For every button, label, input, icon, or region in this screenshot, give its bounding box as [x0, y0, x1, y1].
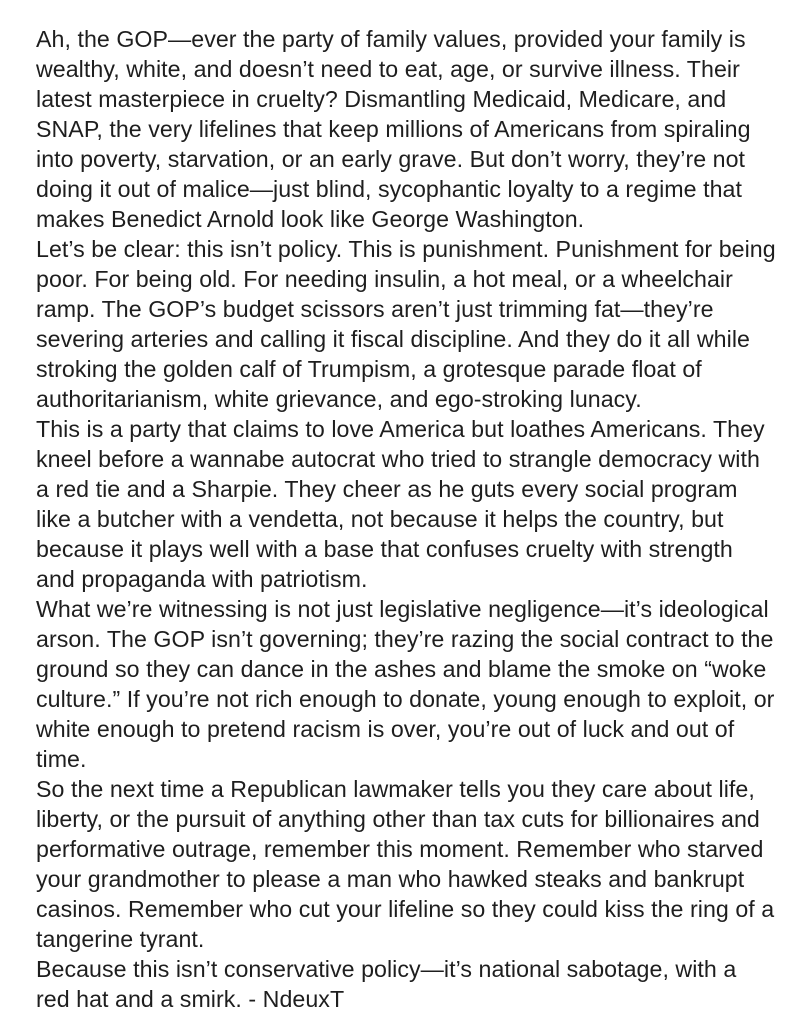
paragraph-6-signature: Because this isn’t conservative policy—it’s national sabotage, with a red hat and a smirk. - NdeuxT — [36, 956, 737, 1012]
paragraph-2: Let’s be clear: this isn’t policy. This is punishment. Punishment for being poor. For being old. For needing insulin, a hot meal, or a wheelchair ramp. The GOP’s budget scissors aren’t just trimming fat—they’re severing arteries and calling it fiscal discipline. And they do it all while stroking the golden calf of Trumpism, a grotesque parade float of authoritarianism, white grievance, and ego-stroking lunacy. — [36, 236, 776, 412]
paragraph-1: Ah, the GOP—ever the party of family values, provided your family is wealthy, white, and doesn’t need to eat, age, or survive illness. Their latest masterpiece in cruelty? Dismantling Medicaid, Medicare, and SNAP, the very lifelines that keep millions of Americans from spiraling into poverty, starvation, or an early grave. But don’t worry, they’re not doing it out of malice—just blind, sycophantic loyalty to a regime that makes Benedict Arnold look like George Washington. — [36, 26, 751, 232]
paragraph-3: This is a party that claims to love America but loathes Americans. They kneel before a wannabe autocrat who tried to strangle democracy with a red tie and a Sharpie. They cheer as he guts every social program like a butcher with a vendetta, not because it helps the country, but because it plays well with a base that confuses cruelty with strength and propaganda with patriotism. — [36, 416, 765, 592]
paragraph-4: What we’re witnessing is not just legislative negligence—it’s ideological arson. The GOP isn’t governing; they’re razing the social contract to the ground so they can dance in the ashes and blame the smoke on “woke culture.” If you’re not rich enough to donate, young enough to exploit, or white enough to pretend racism is over, you’re out of luck and out of time. — [36, 596, 775, 772]
paragraph-5: So the next time a Republican lawmaker tells you they care about life, liberty, or the pursuit of anything other than tax cuts for billionaires and performative outrage, remember this moment. Remember who starved your grandmother to please a man who hawked steaks and bankrupt casinos. Remember who cut your lifeline so they could kiss the ring of a tangerine tyrant. — [36, 776, 775, 952]
post-body — [36, 24, 776, 1014]
